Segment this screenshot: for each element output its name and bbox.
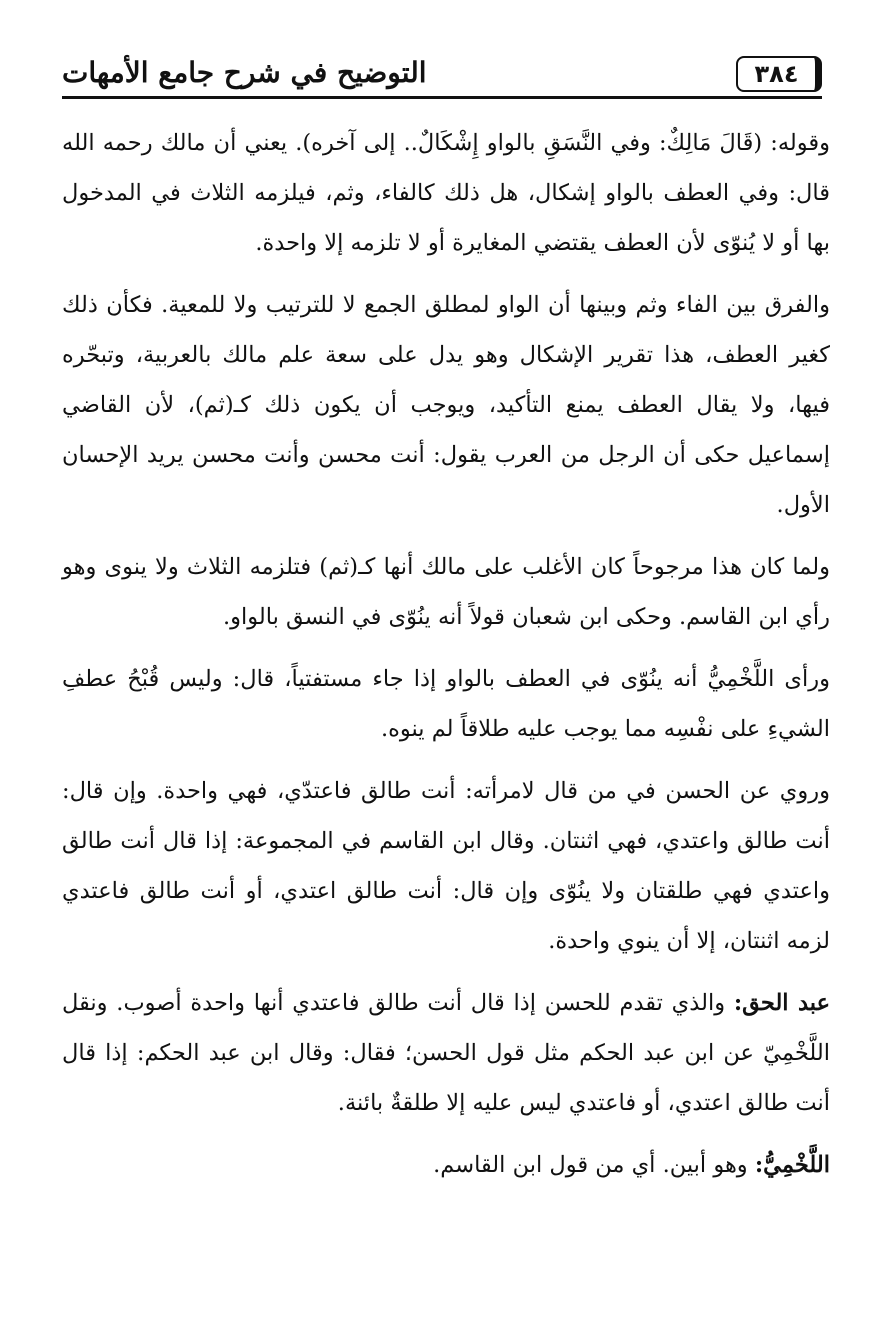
paragraph-text: ولما كان هذا مرجوحاً كان الأغلب على مالك أنها كـ(ثم) فتلزمه الثلاث ولا ينوى وهو رأي ابن القاسم. وحكى ابن شعبان قولاً أنه ينُوّى في النسق بالواو. (62, 554, 830, 630)
paragraph-text: وروي عن الحسن في من قال لامرأته: أنت طالق فاعتدّي، فهي واحدة. وإن قال: أنت طالق واعتدي، فهي اثنتان. وقال ابن القاسم في المجموعة: إذا قال أنت طالق واعتدي فهي طلقتان ولا ينُوّى وإن قال: أنت طالق اعتدي، أو أنت طالق فاعتدي لزمه اثنتان، إلا أن ينوي واحدة. (62, 778, 830, 954)
paragraph-2 (62, 280, 830, 530)
paragraph-text: ورأى اللَّخْمِيُّ أنه ينُوّى في العطف بالواو إذا جاء مستفتياً، قال: وليس قُبْحُ عطفِ الشيءِ على نفْسِه مما يوجب عليه طلاقاً لم ينوه. (62, 666, 830, 742)
paragraph-text: وهو أبين. أي من قول ابن القاسم. (433, 1152, 755, 1178)
paragraph-text: والذي تقدم للحسن إذا قال أنت طالق فاعتدي أنها واحدة أصوب. ونقل اللَّخْمِيّ عن ابن عبد الحكم مثل قول الحسن؛ فقال: وقال ابن عبد الحكم: إذا قال أنت طالق اعتدي، أو فاعتدي ليس عليه إلا طلقةٌ بائنة. (62, 990, 830, 1116)
header-rule (62, 96, 822, 99)
page-header (62, 52, 822, 104)
paragraph-6 (62, 978, 830, 1128)
paragraph-4 (62, 654, 830, 754)
paragraph-3 (62, 542, 830, 642)
page-number: ٣٨٤ (754, 60, 799, 88)
paragraph-7 (62, 1140, 830, 1190)
paragraph-text: والفرق بين الفاء وثم وبينها أن الواو لمطلق الجمع لا للترتيب ولا للمعية. فكأن ذلك كغير العطف، هذا تقرير الإشكال وهو يدل على سعة علم مالك بالعربية، وتبحّره فيها، ولا يقال العطف يمنع التأكيد، ويوجب أن يكون ذلك كـ(ثم)، لأن القاضي إسماعيل حكى أن الرجل من العرب يقول: أنت محسن وأنت محسن يريد الإحسان الأول. (62, 292, 830, 518)
body-text (62, 118, 830, 1190)
running-title: التوضيح في شرح جامع الأمهات (62, 56, 427, 89)
paragraph-1 (62, 118, 830, 268)
paragraph-lead: اللَّخْمِيُّ: (754, 1152, 830, 1178)
paragraph-5 (62, 766, 830, 966)
page-number-box (736, 56, 822, 92)
paragraph-lead: عبد الحق: (733, 990, 831, 1016)
paragraph-text: وقوله: (قَالَ مَالِكٌ: وفي النَّسَقِ بالواو إِشْكَالٌ.. إلى آخره). يعني أن مالك رحمه الله قال: وفي العطف بالواو إشكال، هل ذلك كالفاء، وثم، فيلزمه الثلاث في المدخول بها أو لا يُنوّى لأن العطف يقتضي المغايرة أو لا تلزمه إلا واحدة. (62, 130, 830, 256)
